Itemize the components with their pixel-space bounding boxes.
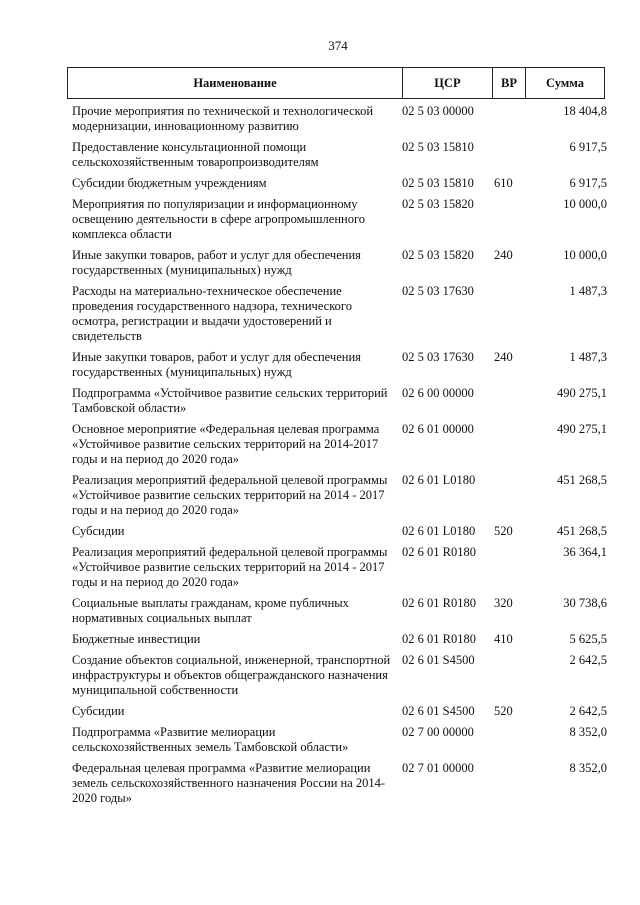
row-name: Бюджетные инвестиции — [72, 632, 201, 646]
table-row — [72, 596, 607, 626]
row-csr: 02 6 01 S4500 — [402, 704, 475, 718]
row-vr: 320 — [494, 596, 513, 610]
row-sum: 8 352,0 — [569, 761, 607, 775]
row-name: Субсидии бюджетным учреждениям — [72, 176, 267, 190]
row-vr: 240 — [494, 248, 513, 262]
row-sum: 2 642,5 — [569, 704, 607, 718]
row-sum: 2 642,5 — [569, 653, 607, 667]
row-vr: 520 — [494, 524, 513, 538]
row-csr: 02 5 03 15810 — [402, 140, 474, 154]
table-body — [72, 104, 607, 812]
table-row — [72, 284, 607, 344]
row-vr: 610 — [494, 176, 513, 190]
row-csr: 02 5 03 15820 — [402, 197, 474, 211]
page-number: 374 — [328, 38, 348, 53]
table-header — [67, 67, 605, 99]
row-sum: 6 917,5 — [569, 140, 607, 154]
row-sum: 490 275,1 — [557, 422, 607, 436]
table-row — [72, 761, 607, 806]
row-name: Социальные выплаты гражданам, кроме публичных нормативных социальных выплат — [72, 596, 349, 625]
table-row — [72, 104, 607, 134]
row-csr: 02 6 01 R0180 — [402, 545, 476, 559]
table-row — [72, 524, 607, 539]
row-csr: 02 6 01 R0180 — [402, 632, 476, 646]
table-row — [72, 725, 607, 755]
header-csr: ЦСР — [403, 68, 493, 98]
row-sum: 451 268,5 — [557, 473, 607, 487]
row-csr: 02 6 01 R0180 — [402, 596, 476, 610]
row-name: Основное мероприятие «Федеральная целевая программа «Устойчивое развитие сельских территорий на 2014-2017 годы и на период до 2020 года» — [72, 422, 380, 466]
row-csr: 02 5 03 15820 — [402, 248, 474, 262]
row-sum: 490 275,1 — [557, 386, 607, 400]
table-row — [72, 653, 607, 698]
row-vr: 520 — [494, 704, 513, 718]
row-sum: 10 000,0 — [563, 248, 607, 262]
row-csr: 02 6 01 L0180 — [402, 473, 476, 487]
row-sum: 1 487,3 — [569, 284, 607, 298]
header-name: Наименование — [68, 68, 403, 98]
table-row — [72, 386, 607, 416]
row-csr: 02 6 00 00000 — [402, 386, 474, 400]
row-sum: 451 268,5 — [557, 524, 607, 538]
row-csr: 02 5 03 17630 — [402, 284, 474, 298]
row-name: Субсидии — [72, 524, 125, 538]
row-csr: 02 6 01 L0180 — [402, 524, 476, 538]
table-row — [72, 545, 607, 590]
table-row — [72, 140, 607, 170]
row-sum: 5 625,5 — [569, 632, 607, 646]
row-name: Мероприятия по популяризации и информационному освещению деятельности в сфере агропромышленного комплекса области — [72, 197, 366, 241]
table-row — [72, 176, 607, 191]
row-name: Федеральная целевая программа «Развитие мелиорации земель сельскохозяйственного назначения России на 2014-2020 годы» — [72, 761, 386, 805]
row-csr: 02 5 03 17630 — [402, 350, 474, 364]
row-sum: 6 917,5 — [569, 176, 607, 190]
row-name: Расходы на материально-техническое обеспечение проведения государственного надзора, технического осмотра, регистрации и выдачи удостоверений и свидетельств — [72, 284, 352, 343]
row-sum: 36 364,1 — [563, 545, 607, 559]
row-name: Реализация мероприятий федеральной целевой программы «Устойчивое развитие сельских территорий на 2014 - 2017 годы и на период до 2020 года» — [72, 545, 388, 589]
row-name: Создание объектов социальной, инженерной, транспортной инфраструктуры и объектов общегражданского назначения муниципальной собственности — [72, 653, 391, 697]
header-vr: ВР — [493, 68, 526, 98]
row-name: Предоставление консультационной помощи сельскохозяйственным товаропроизводителям — [72, 140, 319, 169]
table-row — [72, 197, 607, 242]
table-row — [72, 248, 607, 278]
row-name: Прочие мероприятия по технической и технологической модернизации, инновационному развитию — [72, 104, 374, 133]
header-sum: Сумма — [546, 75, 584, 90]
row-vr: 240 — [494, 350, 513, 364]
table-row — [72, 473, 607, 518]
row-sum: 10 000,0 — [563, 197, 607, 211]
row-name: Подпрограмма «Развитие мелиорации сельскохозяйственных земель Тамбовской области» — [72, 725, 349, 754]
row-name: Субсидии — [72, 704, 125, 718]
row-sum: 30 738,6 — [563, 596, 607, 610]
row-sum: 1 487,3 — [569, 350, 607, 364]
row-csr: 02 7 00 00000 — [402, 725, 474, 739]
row-name: Подпрограмма «Устойчивое развитие сельских территорий Тамбовской области» — [72, 386, 388, 415]
table-row — [72, 632, 607, 647]
row-csr: 02 6 01 00000 — [402, 422, 474, 436]
table-row — [72, 350, 607, 380]
row-vr: 410 — [494, 632, 513, 646]
row-csr: 02 5 03 15810 — [402, 176, 474, 190]
table-row — [72, 422, 607, 467]
row-name: Иные закупки товаров, работ и услуг для обеспечения государственных (муниципальных) нужд — [72, 248, 361, 277]
row-sum: 18 404,8 — [563, 104, 607, 118]
row-csr: 02 7 01 00000 — [402, 761, 474, 775]
row-sum: 8 352,0 — [569, 725, 607, 739]
row-name: Иные закупки товаров, работ и услуг для обеспечения государственных (муниципальных) нужд — [72, 350, 361, 379]
row-csr: 02 6 01 S4500 — [402, 653, 475, 667]
row-name: Реализация мероприятий федеральной целевой программы «Устойчивое развитие сельских территорий на 2014 - 2017 годы и на период до 2020 года» — [72, 473, 388, 517]
row-csr: 02 5 03 00000 — [402, 104, 474, 118]
table-row — [72, 704, 607, 719]
